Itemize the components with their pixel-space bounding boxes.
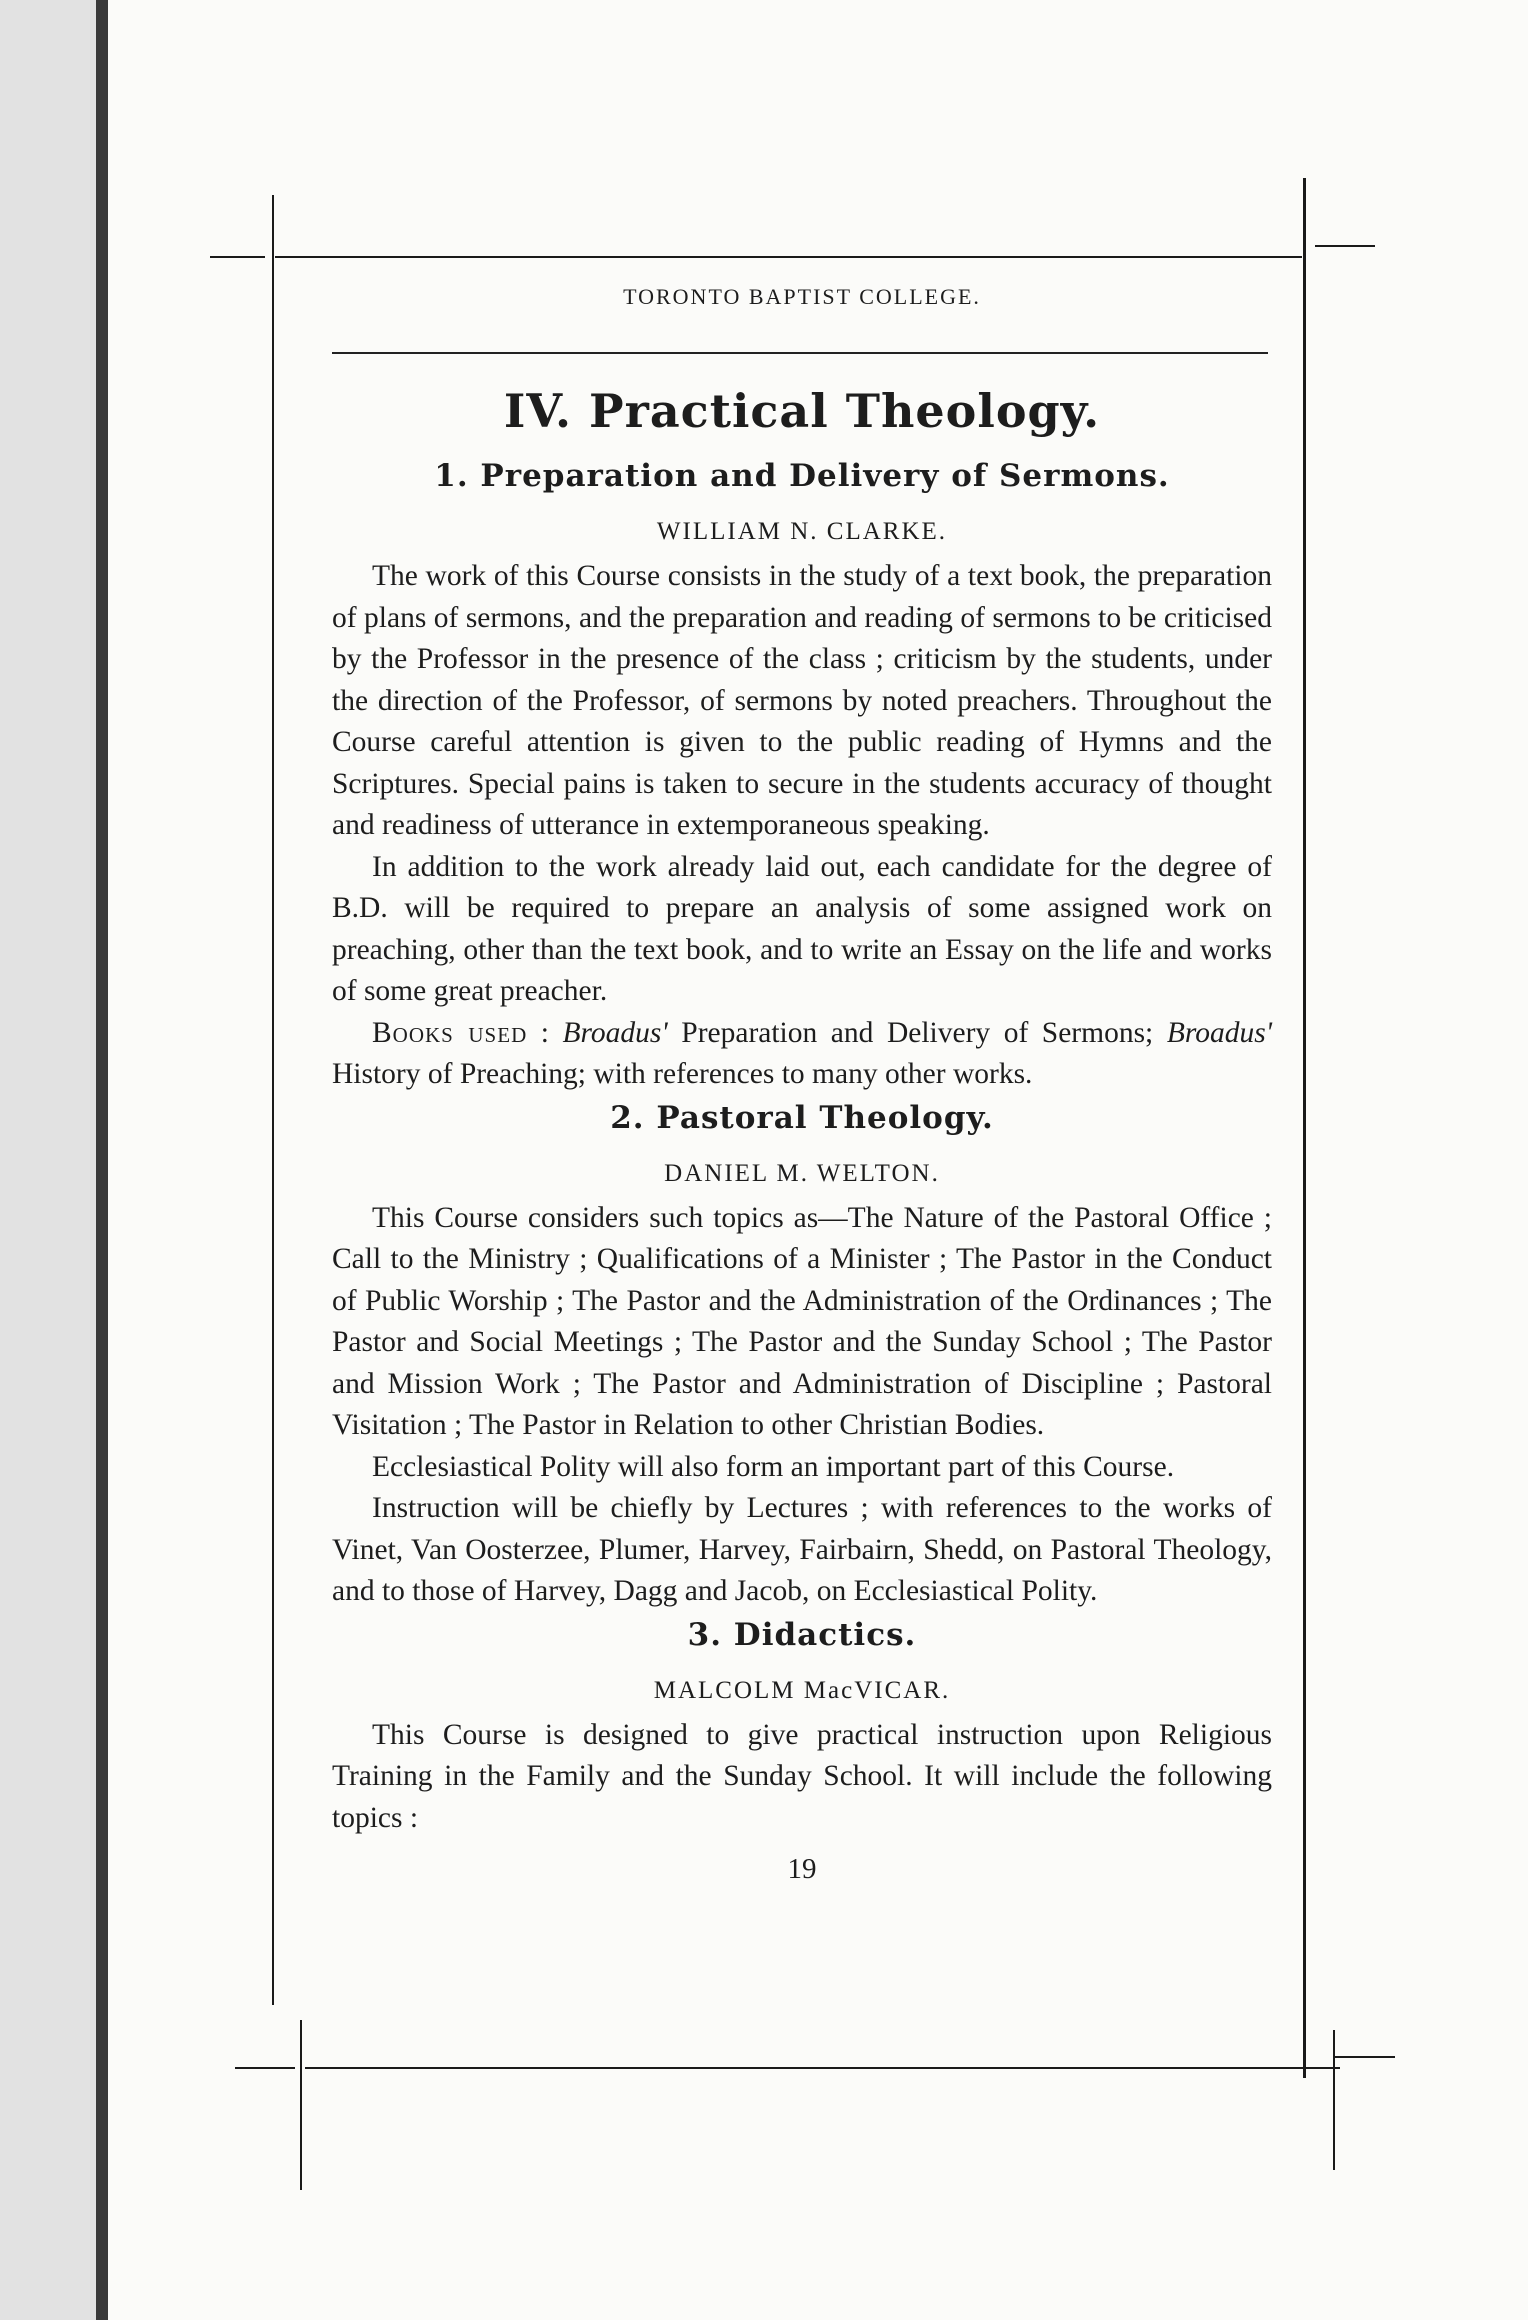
- page-content: [332, 270, 1272, 1886]
- books-author-1: Broadus': [562, 1016, 668, 1049]
- course-2-title: 2. Pastoral Theology.: [610, 1099, 994, 1136]
- course-1-title: 1. Preparation and Delivery of Sermons.: [434, 458, 1170, 494]
- books-rest: History of Preaching; with references to many other works.: [332, 1058, 1033, 1090]
- bottom-left-tick: [235, 2067, 295, 2069]
- top-right-tick: [1315, 245, 1375, 247]
- course-3-paragraph-1: This Course is designed to give practical instruction upon Religious Training in the Family and the Sunday School. It will include the following topics :: [332, 1718, 1272, 1834]
- course-1-paragraph-1: The work of this Course consists in the study of a text book, the preparation of plans of sermons, and the preparation and reading of sermons to be criticised by the Professor in the presence of the class ; criticism by the students, under the direction of the Professor, of sermons by noted preachers. Throughout the Course careful attention is given to the public reading of Hymns and the Scriptures. Special pains is taken to secure in the students accuracy of thought and readiness of utterance in extemporaneous speaking.: [332, 560, 1272, 841]
- bottom-left-vertical: [300, 2020, 302, 2190]
- page-number: 19: [787, 1853, 817, 1885]
- course-3-title: 3. Didactics.: [687, 1616, 917, 1653]
- course-1-paragraph-2: In addition to the work already laid out, each candidate for the degree of B.D. will be required to prepare an analysis of some assigned work on preaching, other than the text book, and to write an Essay on the life and works of some great preacher.: [332, 850, 1272, 1007]
- books-used-label: Books used: [372, 1016, 528, 1049]
- bottom-frame-rule: [305, 2067, 1340, 2069]
- course-2-professor: DANIEL M. WELTON.: [664, 1159, 940, 1187]
- header-rule: [332, 352, 1268, 354]
- top-left-tick: [210, 256, 265, 258]
- scan-background: [0, 0, 110, 2320]
- right-frame-rule: [1303, 178, 1306, 2078]
- course-1-professor: WILLIAM N. CLARKE.: [656, 518, 948, 545]
- bottom-right-tick: [1335, 2056, 1395, 2058]
- course-2-paragraph-2: Ecclesiastical Polity will also form an important part of this Course.: [372, 1450, 1175, 1483]
- course-2-paragraph-3: Instruction will be chiefly by Lectures ; with references to the works of Vinet, Van Oosterzee, Plumer, Harvey, Fairbairn, Shedd, on Pastoral Theology, and to those of Harvey, Dagg and Jacob, on Ecclesiastical Polity.: [332, 1492, 1272, 1607]
- books-title-1: Preparation and Delivery of Sermons;: [681, 1016, 1154, 1049]
- course-3-professor: MALCOLM MacVICAR.: [653, 1676, 951, 1704]
- books-author-2: Broadus': [1166, 1016, 1273, 1049]
- left-frame-rule: [272, 195, 274, 2005]
- course-2-paragraph-1: This Course considers such topics as—The Nature of the Pastoral Office ; Call to the Ministry ; Qualifications of a Minister ; The Pastor in the Conduct of Public Worship ; The Pastor and the Administration of the Ordinances ; The Pastor and Social Meetings ; The Pastor and the Sunday School ; The Pastor and Mission Work ; The Pastor and Administration of Discipline ; Pastoral Visitation ; The Pastor in Relation to other Christian Bodies.: [332, 1201, 1272, 1441]
- top-frame-rule: [275, 256, 1302, 258]
- running-head: TORONTO BAPTIST COLLEGE.: [623, 284, 981, 309]
- course-1-books-used: Books used : Broadus' Preparation and Delivery of Sermons; Broadus' History of Preaching; with references to many other works.: [332, 1016, 1273, 1090]
- bottom-right-vertical: [1333, 2030, 1335, 2170]
- section-title: IV. Practical Theology.: [503, 384, 1101, 438]
- book-spine-shadow: [96, 0, 108, 2320]
